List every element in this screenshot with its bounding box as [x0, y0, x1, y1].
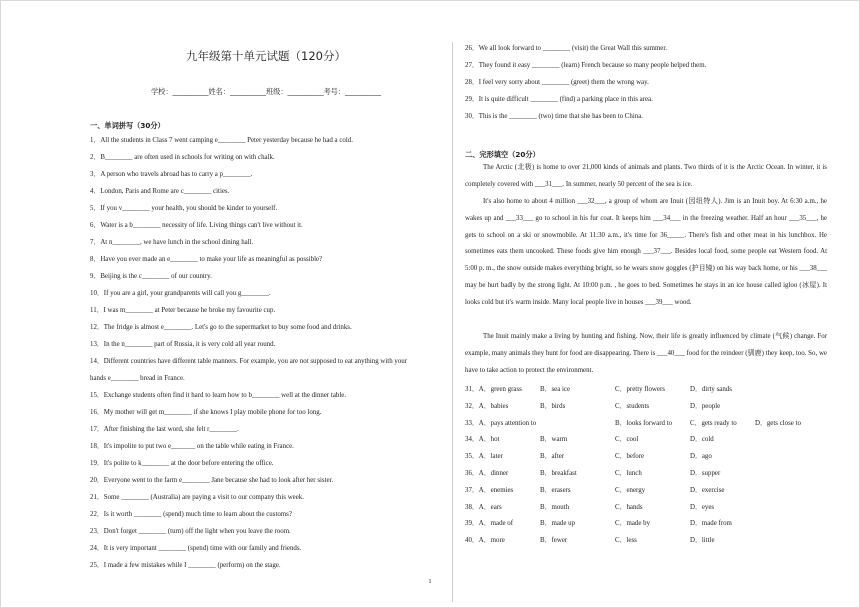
spelling-question: 21．Some ________ (Australia) are paying a visit to our company this week. [90, 494, 304, 501]
cloze-option: B．breakfast [540, 470, 577, 477]
spelling-question: 17．After finishing the last word, she felt r________. [90, 426, 239, 433]
cloze-option: D．eyes [690, 503, 715, 511]
cloze-option: B．made up [540, 520, 576, 528]
cloze-option: B．after [540, 453, 565, 461]
spelling-question: 16．My mother will get m________ if she knows I play mobile phone for too long. [90, 409, 322, 416]
cloze-option: D．exercise [690, 486, 725, 494]
cloze-option: 32．A．babies [465, 402, 509, 410]
page-number: 1 [428, 578, 432, 585]
cloze-option: B．birds [540, 402, 566, 410]
cloze-option: B．erasers [540, 486, 571, 494]
fill-question: 28．I feel very sorry about ________ (greet) them the wrong way. [465, 79, 649, 86]
spelling-question: 13．In the n________ part of Russia, it is very cold all year round. [90, 341, 276, 348]
section-heading-spelling: 一、单词拼写（30分） [90, 121, 165, 130]
cloze-option: C．gets ready to [690, 419, 737, 427]
spelling-question: 12．The fridge is almost e________. Let's go to the supermarket to buy some food and drinks. [90, 324, 352, 331]
fill-question: 27．They found it easy ________ (learn) French because so many people helped them. [465, 62, 707, 69]
fill-question: 29．It is quite difficult ________ (find) a parking place in this area. [465, 96, 653, 103]
spelling-question: 23．Don't forget ________ (turn) off the light when you leave the room. [90, 528, 291, 535]
cloze-option: D．dirty sands [690, 386, 732, 393]
cloze-option: C．pretty flowers [615, 386, 665, 393]
cloze-option: C．before [615, 453, 645, 461]
cloze-paragraph-3: The Inuit mainly make a living by hunting and fishing. Now, their life is greatly influenced by climate (气候) change. For example, many animals they hunt for food are disappearing. There is ___40___ food for the reindeer (驯鹿) they keep, too. So, we have to take action to protect the environment. [465, 333, 827, 374]
cloze-option: D．supper [690, 470, 721, 477]
spelling-question: 24．It is very important ________ (spend) time with our family and friends. [90, 545, 302, 552]
cloze-option: 33．A．pays attention to [465, 419, 537, 427]
spelling-question: 18．It's impolite to put two e_______ on the table while eating in France. [90, 443, 294, 450]
spelling-question: 25．I made a few mistakes while I ________ (perform) on the stage. [90, 562, 281, 569]
exam-title: 九年级第十单元试题（120分） [186, 49, 346, 63]
cloze-option: 31．A．green grass [465, 386, 522, 393]
cloze-option: 36．A．dinner [465, 470, 509, 477]
section-heading-cloze: 二、完形填空（20分） [465, 150, 540, 159]
cloze-option: D．little [690, 537, 715, 545]
spelling-question: 11．I was m________ at Peter because he broke my favourite cup. [90, 307, 276, 314]
cloze-paragraph-1: The Arctic (北极) is home to over 21,000 kinds of animals and plants. Two thirds of it is the Arctic Ocean. In winter, it is completely covered with ___31___. In summer, nearly 50 percent of the sea is ice. [465, 164, 827, 188]
cloze-option: C．less [615, 537, 637, 545]
spelling-question: 3．A person who travels abroad has to carry a p________. [90, 171, 253, 178]
cloze-option: B．fewer [540, 537, 568, 545]
spelling-question: 4．London, Paris and Rome are c________ cities. [90, 188, 230, 195]
cloze-option: D．gets close to [755, 419, 801, 427]
cloze-option: C．lunch [615, 470, 642, 477]
fill-question: 26．We all look forward to ________ (visit) the Great Wall this summer. [465, 45, 667, 52]
cloze-option: C．cool [615, 436, 639, 444]
cloze-option: C．students [615, 402, 650, 410]
spelling-question: 6．Water is a b________ necessity of life. Living things can't live without it. [90, 222, 303, 229]
cloze-option: D．people [690, 402, 721, 410]
cloze-option: 37．A．enemies [465, 486, 514, 494]
spelling-question: 20．Everyone went to the farm e________ Jane because she had to look after her sister. [90, 477, 334, 484]
fill-question: 30．This is the ________ (two) time that she has been to China. [465, 113, 643, 120]
cloze-option: B．mouth [540, 503, 570, 511]
spelling-question: 15．Exchange students often find it hard to learn how to b________ well at the dinner table. [90, 392, 347, 399]
column-divider [452, 42, 453, 602]
cloze-option: B．sea ice [540, 386, 571, 393]
student-info-line: 学校：__________姓名：__________班级：__________考号：__________ [150, 87, 381, 96]
spelling-question: 9．Beijing is the c________ of our country. [90, 273, 212, 280]
cloze-option: 35．A．later [465, 453, 503, 461]
spelling-question: 14．Different countries have different table manners. For example, you are not supposed to eat anything with your [90, 358, 408, 365]
cloze-option: 39．A．made of [465, 520, 514, 528]
spelling-question: 10．If you are a girl, your grandparents will call you g________. [90, 290, 271, 297]
cloze-paragraph-2: It's also home to about 4 million ___32___, a group of whom are Inuit (因纽特人). Jim is an Inuit boy. At 6:30 a.m., he wakes up and ___33___ go to school in his fur coat. It keeps him ___34___ in the freezing weather. Half an hour ___35___, he gets to school on a ski or snowmobile. At 11:30 a.m., it's time for 36_____. There's fish and other meat in his lunchbox. He sometimes eats them uncooked. These foods give him enough ___37___. Besides local food, some people eat Western food. At 5:00 p. m., the snow outside makes everything bright, so he wears snow goggles (护目镜) on his way back home, or his ___38___ may be hurt badly by the strong light. At 10:00 p.m. , he goes to bed. Sometimes he stays in an ice house called igloo (冰屋). It looks cold but it's warm inside. Many local people live in houses ___39___ wood. [465, 198, 827, 306]
cloze-option: C．hands [615, 503, 643, 511]
cloze-option: C．energy [615, 486, 646, 494]
cloze-option: C．made by [615, 520, 651, 528]
cloze-option: 34．A．hot [465, 436, 500, 444]
cloze-option: B．warm [540, 436, 568, 444]
spelling-question: 5．If you v________ your health, you should be kinder to yourself. [90, 205, 278, 212]
spelling-question: 1．All the students in Class 7 went camping e________ Peter yesterday because he had a cold. [90, 137, 353, 144]
spelling-question: 2．B________ are often used in schools for writing on with chalk. [90, 154, 275, 161]
spelling-question: hands e________ bread in France. [90, 375, 185, 382]
cloze-option: D．made from [690, 520, 732, 528]
spelling-question: 7．At n________, we have lunch in the school dining hall. [90, 239, 254, 246]
spelling-question: 19．It's polite to k________ at the door before entering the office. [90, 460, 274, 467]
cloze-option: D．cold [690, 436, 714, 444]
spelling-question: 22．Is it worth ________ (spend) much time to learn about the customs? [90, 511, 292, 518]
cloze-option: D．ago [690, 453, 712, 461]
cloze-option: 38．A．ears [465, 503, 502, 511]
spelling-question: 8．Have you ever made an e________ to make your life as meaningful as possible? [90, 256, 323, 263]
cloze-option: B．looks forward to [615, 419, 673, 427]
cloze-option: 40．A．more [465, 537, 505, 545]
